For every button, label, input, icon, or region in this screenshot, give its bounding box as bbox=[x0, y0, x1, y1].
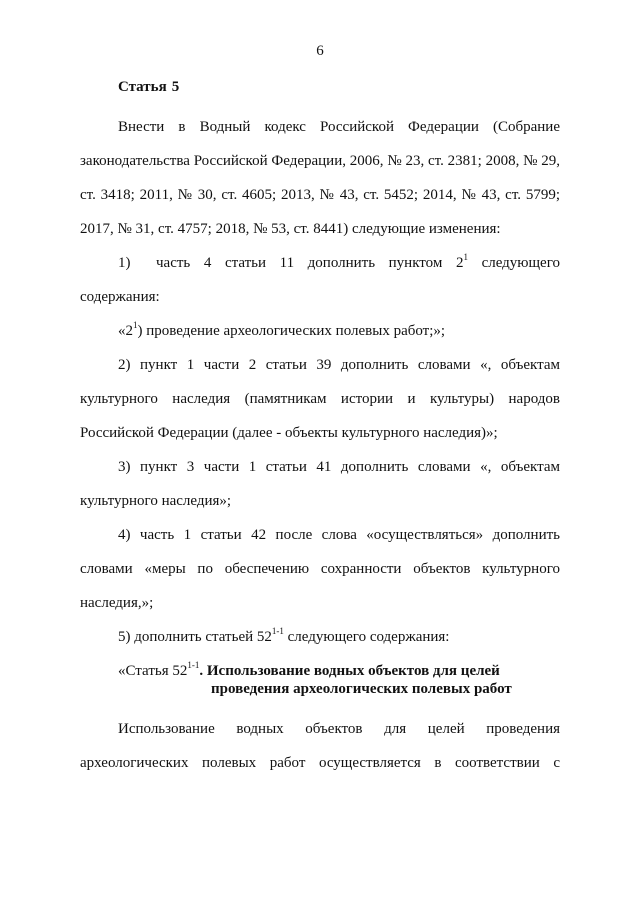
amendment-item-5 bbox=[80, 620, 560, 654]
new-article-dot: . bbox=[199, 663, 204, 679]
amendment-item-1-superscript: 1 bbox=[463, 252, 468, 262]
article-number: 5 bbox=[171, 79, 180, 95]
amendment-item-1-quote bbox=[80, 314, 560, 348]
amendment-item-4: 4) часть 1 статьи 42 после слова «осуществляться» дополнить словами «меры по обеспечению сохранности объектов культурного наследия,»; bbox=[80, 527, 560, 611]
article-heading bbox=[118, 76, 560, 98]
article-label: Статья bbox=[118, 79, 167, 95]
document-body bbox=[80, 76, 560, 780]
amendment-item-5-text-end: следующего содержания: bbox=[283, 629, 450, 645]
new-article-body: Использование водных объектов для целей проведения археологических полевых работ осуществляется в соответствии с bbox=[80, 721, 560, 771]
quote-superscript: 1 bbox=[133, 320, 138, 330]
new-article-lead: «Статья 52 bbox=[118, 663, 188, 679]
page-number: 6 bbox=[316, 43, 324, 59]
amendment-item-1-text: часть 4 статьи 11 дополнить пунктом 2 bbox=[156, 255, 464, 271]
quote-open: «2 bbox=[118, 323, 133, 339]
amendment-item-1-number: 1) bbox=[118, 255, 131, 271]
new-article-title bbox=[118, 662, 560, 698]
new-article-title-line-2: проведения археологических полевых работ bbox=[211, 681, 512, 697]
amendment-item-1 bbox=[80, 246, 560, 314]
quote-text: ) проведение археологических полевых работ;»; bbox=[137, 323, 446, 339]
amendment-item-1-text-end: следующего содержания: bbox=[80, 255, 560, 305]
amendment-item-5-superscript: 1-1 bbox=[271, 626, 284, 636]
amendment-item-3: 3) пункт 3 части 1 статьи 41 дополнить словами «, объектам культурного наследия»; bbox=[80, 459, 560, 509]
amendment-item-2: 2) пункт 1 части 2 статьи 39 дополнить словами «, объектам культурного наследия (памятникам истории и культуры) народов Российской Федерации (далее - объекты культурного наследия)»; bbox=[80, 357, 560, 441]
amendment-item-5-text: 5) дополнить статьей 52 bbox=[118, 629, 272, 645]
new-article-superscript: 1-1 bbox=[187, 660, 200, 670]
intro-paragraph: Внести в Водный кодекс Российской Федерации (Собрание законодательства Российской Федерации, 2006, № 23, ст. 2381; 2008, № 29, ст. 3418; 2011, № 30, ст. 4605; 2013, № 43, ст. 5452; 2014, № 43, ст. 5799; 2017, № 31, ст. 4757; 2018, № 53, ст. 8441) следующие изменения: bbox=[80, 119, 560, 237]
new-article-title-line-1: Использование водных объектов для целей bbox=[203, 663, 500, 679]
